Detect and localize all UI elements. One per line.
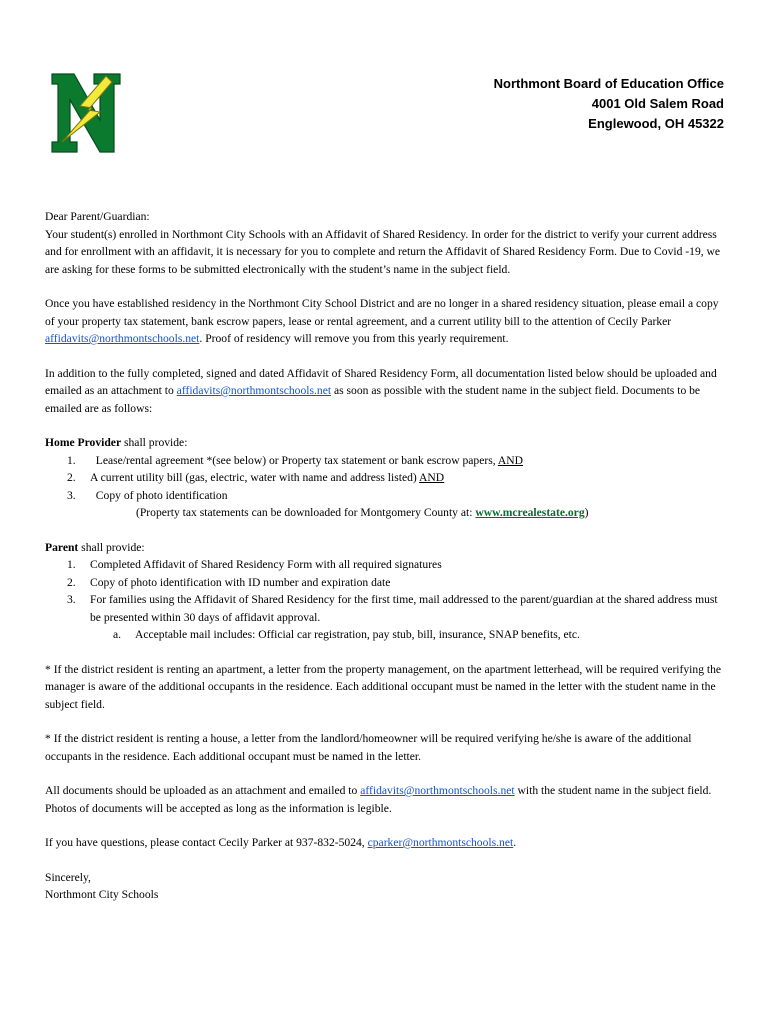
cparker-email-link[interactable]: cparker@northmontschools.net: [367, 836, 514, 849]
logo-n-shape: [52, 74, 120, 152]
affidavits-email-link[interactable]: affidavits@northmontschools.net: [176, 384, 332, 397]
letter-body: [45, 208, 730, 904]
property-tax-note: (Property tax statements can be downloaded for Montgomery County at: www.mcrealestate.org): [136, 506, 589, 519]
list-item: 3. Copy of photo identification: [67, 488, 228, 502]
paragraph-documentation: In addition to the fully completed, signed and dated Affidavit of Shared Residency Form, all documentation listed below should be uploaded and emailed as an attachment to affidavits@northmontschools.net as soon as possible with the student name in the subject field. Documents to be emailed are as follows:: [45, 366, 717, 415]
signature: Northmont City Schools: [45, 888, 159, 901]
closing: Sincerely,: [45, 870, 91, 884]
list-item: 2. A current utility bill (gas, electric, water with name and address listed) AND: [67, 471, 445, 484]
apartment-note: * If the district resident is renting an apartment, a letter from the property management, on the apartment letterhead, will be required verifying the manager is aware of the additional occupants in the residence. Each additional occupant must be named in the letter with the student name in the subject field.: [45, 662, 722, 711]
salutation: Dear Parent/Guardian:: [45, 210, 150, 223]
list-item: 1. Lease/rental agreement *(see below) or Property tax statement or bank escrow papers, AND: [67, 453, 524, 467]
house-note: * If the district resident is renting a house, a letter from the landlord/homeowner will be required verifying he/she is aware of the additional occupants in the residence. Each additional occupant must be named in the letter.: [45, 732, 692, 763]
list-item: 2. Copy of photo identification with ID number and expiration date: [67, 575, 391, 589]
office-address: [494, 74, 724, 134]
affidavits-email-link[interactable]: affidavits@northmontschools.net: [45, 332, 200, 345]
affidavits-email-link[interactable]: affidavits@northmontschools.net: [360, 784, 515, 797]
northmont-n-logo: [50, 72, 122, 154]
sub-list-item: a. Acceptable mail includes: Official car registration, pay stub, bill, insurance, SNAP benefits, etc.: [113, 628, 580, 641]
list-item: 3. For families using the Affidavit of Shared Residency for the first time, mail addressed to the parent/guardian at the shared address must be presented within 30 days of affidavit approval.: [67, 593, 718, 624]
address-line-name: Northmont Board of Education Office: [493, 76, 724, 91]
paragraph-contact: If you have questions, please contact Cecily Parker at 937-832-5024, cparker@northmontschools.net.: [45, 836, 517, 849]
paragraph-intro: Your student(s) enrolled in Northmont City Schools with an Affidavit of Shared Residency. In order for the district to verify your current address and for enrollment with an affidavit, it is necessary for you to complete and return the Affidavit of Shared Residency Form. Due to Covid -19, we are asking for these forms to be submitted electronically with the student’s name in the subject field.: [45, 227, 721, 276]
paragraph-established-residency: Once you have established residency in the Northmont City School District and are no longer in a shared residency situation, please email a copy of your property tax statement, bank escrow papers, lease or rental agreement, and a current utility bill to the attention of Cecily Parker affidavits@northmontschools.net. Proof of residency will remove you from this yearly requirement.: [45, 297, 719, 345]
home-provider-heading: Home Provider shall provide:: [45, 436, 188, 449]
list-item: 1. Completed Affidavit of Shared Residency Form with all required signatures: [67, 558, 442, 571]
address-line-city: Englewood, OH 45322: [588, 116, 724, 131]
parent-heading: Parent shall provide:: [45, 540, 145, 554]
paragraph-upload: All documents should be uploaded as an attachment and emailed to affidavits@northmontschools.net with the student name in the subject field. Photos of documents will be accepted as long as the information is legible.: [45, 784, 712, 815]
mcrealestate-link[interactable]: www.mcrealestate.org: [475, 506, 585, 519]
address-line-street: 4001 Old Salem Road: [591, 96, 724, 111]
